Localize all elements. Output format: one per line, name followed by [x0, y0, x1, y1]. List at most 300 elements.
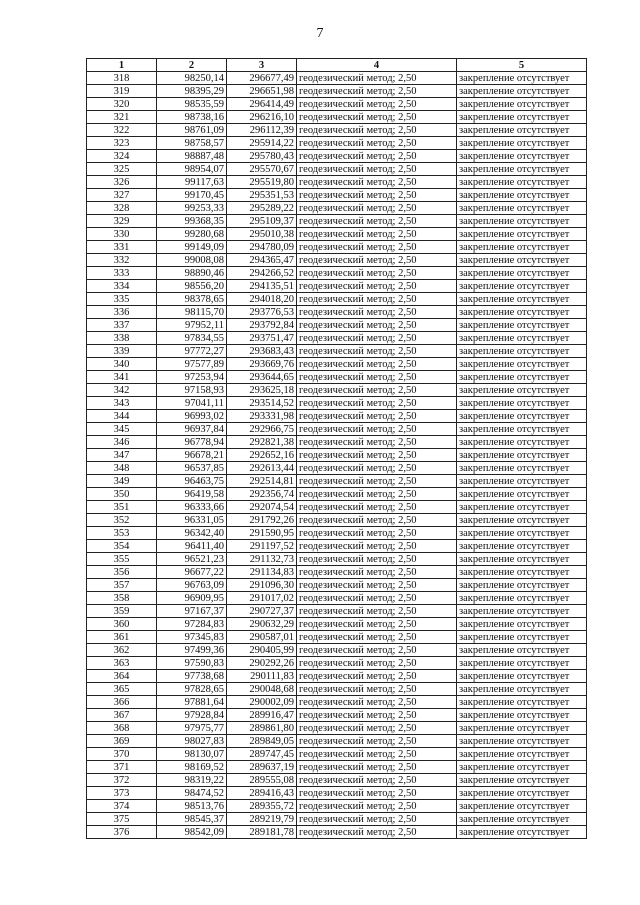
fixing-cell: закрепление отсутствует: [457, 241, 587, 254]
fixing-cell: закрепление отсутствует: [457, 397, 587, 410]
y-coordinate-cell: 295914,22: [227, 137, 297, 150]
point-number-cell: 362: [87, 644, 157, 657]
method-cell: геодезический метод; 2,50: [297, 553, 457, 566]
table-row: [87, 85, 587, 98]
table-row: [87, 280, 587, 293]
table-row: [87, 267, 587, 280]
fixing-cell: закрепление отсутствует: [457, 150, 587, 163]
point-number-cell: 331: [87, 241, 157, 254]
fixing-cell: закрепление отсутствует: [457, 826, 587, 839]
x-coordinate-cell: 99253,33: [157, 202, 227, 215]
table-row: [87, 228, 587, 241]
point-number-cell: 330: [87, 228, 157, 241]
y-coordinate-cell: 291590,95: [227, 527, 297, 540]
y-coordinate-cell: 293514,52: [227, 397, 297, 410]
y-coordinate-cell: 290587,01: [227, 631, 297, 644]
point-number-cell: 323: [87, 137, 157, 150]
fixing-cell: закрепление отсутствует: [457, 722, 587, 735]
x-coordinate-cell: 98542,09: [157, 826, 227, 839]
method-cell: геодезический метод; 2,50: [297, 813, 457, 826]
fixing-cell: закрепление отсутствует: [457, 306, 587, 319]
table-row: [87, 553, 587, 566]
table-row: [87, 592, 587, 605]
table-row: [87, 644, 587, 657]
y-coordinate-cell: 295780,43: [227, 150, 297, 163]
method-cell: геодезический метод; 2,50: [297, 215, 457, 228]
x-coordinate-cell: 97499,36: [157, 644, 227, 657]
point-number-cell: 319: [87, 85, 157, 98]
table-row: [87, 683, 587, 696]
point-number-cell: 357: [87, 579, 157, 592]
point-number-cell: 371: [87, 761, 157, 774]
point-number-cell: 351: [87, 501, 157, 514]
fixing-cell: закрепление отсутствует: [457, 371, 587, 384]
y-coordinate-cell: 293792,84: [227, 319, 297, 332]
y-coordinate-cell: 289747,45: [227, 748, 297, 761]
fixing-cell: закрепление отсутствует: [457, 488, 587, 501]
table-row: [87, 813, 587, 826]
table-row: [87, 787, 587, 800]
y-coordinate-cell: 290292,26: [227, 657, 297, 670]
x-coordinate-cell: 97975,77: [157, 722, 227, 735]
table-row: [87, 579, 587, 592]
x-coordinate-cell: 97834,55: [157, 332, 227, 345]
method-cell: геодезический метод; 2,50: [297, 163, 457, 176]
table-row: [87, 358, 587, 371]
x-coordinate-cell: 96521,23: [157, 553, 227, 566]
y-coordinate-cell: 289555,08: [227, 774, 297, 787]
method-cell: геодезический метод; 2,50: [297, 501, 457, 514]
x-coordinate-cell: 97738,68: [157, 670, 227, 683]
x-coordinate-cell: 98890,46: [157, 267, 227, 280]
table-row: [87, 774, 587, 787]
fixing-cell: закрепление отсутствует: [457, 436, 587, 449]
point-number-cell: 327: [87, 189, 157, 202]
point-number-cell: 372: [87, 774, 157, 787]
y-coordinate-cell: 295351,53: [227, 189, 297, 202]
table-row: [87, 462, 587, 475]
column-header: 4: [297, 59, 457, 72]
point-number-cell: 345: [87, 423, 157, 436]
x-coordinate-cell: 99008,08: [157, 254, 227, 267]
column-header: 1: [87, 59, 157, 72]
x-coordinate-cell: 96763,09: [157, 579, 227, 592]
fixing-cell: закрепление отсутствует: [457, 358, 587, 371]
method-cell: геодезический метод; 2,50: [297, 202, 457, 215]
point-number-cell: 320: [87, 98, 157, 111]
method-cell: геодезический метод; 2,50: [297, 774, 457, 787]
point-number-cell: 373: [87, 787, 157, 800]
fixing-cell: закрепление отсутствует: [457, 85, 587, 98]
y-coordinate-cell: 291132,73: [227, 553, 297, 566]
point-number-cell: 321: [87, 111, 157, 124]
y-coordinate-cell: 296112,39: [227, 124, 297, 137]
method-cell: геодезический метод; 2,50: [297, 488, 457, 501]
y-coordinate-cell: 295289,22: [227, 202, 297, 215]
point-number-cell: 328: [87, 202, 157, 215]
x-coordinate-cell: 98545,37: [157, 813, 227, 826]
y-coordinate-cell: 295010,38: [227, 228, 297, 241]
y-coordinate-cell: 291017,02: [227, 592, 297, 605]
x-coordinate-cell: 96333,66: [157, 501, 227, 514]
fixing-cell: закрепление отсутствует: [457, 566, 587, 579]
table-row: [87, 72, 587, 85]
y-coordinate-cell: 289637,19: [227, 761, 297, 774]
y-coordinate-cell: 295109,37: [227, 215, 297, 228]
x-coordinate-cell: 98887,48: [157, 150, 227, 163]
y-coordinate-cell: 291197,52: [227, 540, 297, 553]
fixing-cell: закрепление отсутствует: [457, 124, 587, 137]
x-coordinate-cell: 99149,09: [157, 241, 227, 254]
y-coordinate-cell: 292514,81: [227, 475, 297, 488]
x-coordinate-cell: 97253,94: [157, 371, 227, 384]
point-number-cell: 375: [87, 813, 157, 826]
method-cell: геодезический метод; 2,50: [297, 189, 457, 202]
point-number-cell: 360: [87, 618, 157, 631]
y-coordinate-cell: 292356,74: [227, 488, 297, 501]
fixing-cell: закрепление отсутствует: [457, 254, 587, 267]
table-row: [87, 293, 587, 306]
y-coordinate-cell: 292074,54: [227, 501, 297, 514]
fixing-cell: закрепление отсутствует: [457, 644, 587, 657]
method-cell: геодезический метод; 2,50: [297, 514, 457, 527]
x-coordinate-cell: 98319,22: [157, 774, 227, 787]
table-row: [87, 371, 587, 384]
method-cell: геодезический метод; 2,50: [297, 683, 457, 696]
method-cell: геодезический метод; 2,50: [297, 267, 457, 280]
fixing-cell: закрепление отсутствует: [457, 540, 587, 553]
fixing-cell: закрепление отсутствует: [457, 176, 587, 189]
x-coordinate-cell: 97590,83: [157, 657, 227, 670]
y-coordinate-cell: 290632,29: [227, 618, 297, 631]
table-row: [87, 605, 587, 618]
x-coordinate-cell: 98027,83: [157, 735, 227, 748]
table-row: [87, 566, 587, 579]
point-number-cell: 365: [87, 683, 157, 696]
fixing-cell: закрепление отсутствует: [457, 111, 587, 124]
method-cell: геодезический метод; 2,50: [297, 371, 457, 384]
y-coordinate-cell: 290002,09: [227, 696, 297, 709]
fixing-cell: закрепление отсутствует: [457, 605, 587, 618]
method-cell: геодезический метод; 2,50: [297, 111, 457, 124]
fixing-cell: закрепление отсутствует: [457, 670, 587, 683]
fixing-cell: закрепление отсутствует: [457, 345, 587, 358]
x-coordinate-cell: 96778,94: [157, 436, 227, 449]
y-coordinate-cell: 289181,78: [227, 826, 297, 839]
x-coordinate-cell: 97881,64: [157, 696, 227, 709]
x-coordinate-cell: 98474,52: [157, 787, 227, 800]
x-coordinate-cell: 97577,89: [157, 358, 227, 371]
x-coordinate-cell: 96909,95: [157, 592, 227, 605]
point-number-cell: 342: [87, 384, 157, 397]
table-row: [87, 319, 587, 332]
method-cell: геодезический метод; 2,50: [297, 254, 457, 267]
fixing-cell: закрепление отсутствует: [457, 579, 587, 592]
table-row: [87, 137, 587, 150]
method-cell: геодезический метод; 2,50: [297, 176, 457, 189]
y-coordinate-cell: 289916,47: [227, 709, 297, 722]
y-coordinate-cell: 294266,52: [227, 267, 297, 280]
y-coordinate-cell: 291792,26: [227, 514, 297, 527]
fixing-cell: закрепление отсутствует: [457, 553, 587, 566]
method-cell: геодезический метод; 2,50: [297, 800, 457, 813]
point-number-cell: 344: [87, 410, 157, 423]
y-coordinate-cell: 292821,38: [227, 436, 297, 449]
x-coordinate-cell: 96411,40: [157, 540, 227, 553]
method-cell: геодезический метод; 2,50: [297, 644, 457, 657]
method-cell: геодезический метод; 2,50: [297, 826, 457, 839]
point-number-cell: 322: [87, 124, 157, 137]
table-row: [87, 540, 587, 553]
method-cell: геодезический метод; 2,50: [297, 787, 457, 800]
fixing-cell: закрепление отсутствует: [457, 787, 587, 800]
table-row: [87, 748, 587, 761]
y-coordinate-cell: 293776,53: [227, 306, 297, 319]
method-cell: геодезический метод; 2,50: [297, 761, 457, 774]
fixing-cell: закрепление отсутствует: [457, 228, 587, 241]
y-coordinate-cell: 296677,49: [227, 72, 297, 85]
x-coordinate-cell: 96677,22: [157, 566, 227, 579]
point-number-cell: 334: [87, 280, 157, 293]
point-number-cell: 340: [87, 358, 157, 371]
point-number-cell: 348: [87, 462, 157, 475]
x-coordinate-cell: 98535,59: [157, 98, 227, 111]
point-number-cell: 368: [87, 722, 157, 735]
x-coordinate-cell: 96331,05: [157, 514, 227, 527]
point-number-cell: 370: [87, 748, 157, 761]
y-coordinate-cell: 294018,20: [227, 293, 297, 306]
method-cell: геодезический метод; 2,50: [297, 410, 457, 423]
point-number-cell: 367: [87, 709, 157, 722]
fixing-cell: закрепление отсутствует: [457, 631, 587, 644]
method-cell: геодезический метод; 2,50: [297, 540, 457, 553]
table-row: [87, 657, 587, 670]
point-number-cell: 350: [87, 488, 157, 501]
table-row: [87, 150, 587, 163]
x-coordinate-cell: 97928,84: [157, 709, 227, 722]
point-number-cell: 363: [87, 657, 157, 670]
table-row: [87, 189, 587, 202]
table-row: [87, 527, 587, 540]
method-cell: геодезический метод; 2,50: [297, 124, 457, 137]
x-coordinate-cell: 96463,75: [157, 475, 227, 488]
table-row: [87, 124, 587, 137]
x-coordinate-cell: 96937,84: [157, 423, 227, 436]
method-cell: геодезический метод; 2,50: [297, 384, 457, 397]
fixing-cell: закрепление отсутствует: [457, 709, 587, 722]
y-coordinate-cell: 296216,10: [227, 111, 297, 124]
method-cell: геодезический метод; 2,50: [297, 527, 457, 540]
fixing-cell: закрепление отсутствует: [457, 163, 587, 176]
fixing-cell: закрепление отсутствует: [457, 735, 587, 748]
point-number-cell: 346: [87, 436, 157, 449]
fixing-cell: закрепление отсутствует: [457, 501, 587, 514]
method-cell: геодезический метод; 2,50: [297, 735, 457, 748]
method-cell: геодезический метод; 2,50: [297, 319, 457, 332]
point-number-cell: 366: [87, 696, 157, 709]
method-cell: геодезический метод; 2,50: [297, 397, 457, 410]
table-row: [87, 254, 587, 267]
method-cell: геодезический метод; 2,50: [297, 722, 457, 735]
fixing-cell: закрепление отсутствует: [457, 189, 587, 202]
point-number-cell: 352: [87, 514, 157, 527]
x-coordinate-cell: 96993,02: [157, 410, 227, 423]
point-number-cell: 329: [87, 215, 157, 228]
method-cell: геодезический метод; 2,50: [297, 618, 457, 631]
table-row: [87, 631, 587, 644]
y-coordinate-cell: 291096,30: [227, 579, 297, 592]
x-coordinate-cell: 98954,07: [157, 163, 227, 176]
method-cell: геодезический метод; 2,50: [297, 709, 457, 722]
table-row: [87, 800, 587, 813]
method-cell: геодезический метод; 2,50: [297, 280, 457, 293]
y-coordinate-cell: 294365,47: [227, 254, 297, 267]
table-row: [87, 423, 587, 436]
point-number-cell: 337: [87, 319, 157, 332]
method-cell: геодезический метод; 2,50: [297, 72, 457, 85]
table-row: [87, 332, 587, 345]
table-row: [87, 735, 587, 748]
x-coordinate-cell: 96678,21: [157, 449, 227, 462]
point-number-cell: 339: [87, 345, 157, 358]
y-coordinate-cell: 293751,47: [227, 332, 297, 345]
method-cell: геодезический метод; 2,50: [297, 85, 457, 98]
table-row: [87, 345, 587, 358]
table-row: [87, 306, 587, 319]
method-cell: геодезический метод; 2,50: [297, 345, 457, 358]
table-row: [87, 501, 587, 514]
table-row: [87, 98, 587, 111]
point-number-cell: 333: [87, 267, 157, 280]
x-coordinate-cell: 97041,11: [157, 397, 227, 410]
x-coordinate-cell: 99280,68: [157, 228, 227, 241]
x-coordinate-cell: 97345,83: [157, 631, 227, 644]
method-cell: геодезический метод; 2,50: [297, 137, 457, 150]
y-coordinate-cell: 292613,44: [227, 462, 297, 475]
point-number-cell: 336: [87, 306, 157, 319]
fixing-cell: закрепление отсутствует: [457, 423, 587, 436]
table-row: [87, 111, 587, 124]
table-row: [87, 163, 587, 176]
method-cell: геодезический метод; 2,50: [297, 449, 457, 462]
table-row: [87, 670, 587, 683]
method-cell: геодезический метод; 2,50: [297, 696, 457, 709]
table-row: [87, 436, 587, 449]
method-cell: геодезический метод; 2,50: [297, 150, 457, 163]
y-coordinate-cell: 296651,98: [227, 85, 297, 98]
method-cell: геодезический метод; 2,50: [297, 475, 457, 488]
x-coordinate-cell: 97952,11: [157, 319, 227, 332]
page-number: 7: [316, 26, 324, 41]
fixing-cell: закрепление отсутствует: [457, 657, 587, 670]
point-number-cell: 355: [87, 553, 157, 566]
x-coordinate-cell: 97167,37: [157, 605, 227, 618]
fixing-cell: закрепление отсутствует: [457, 527, 587, 540]
point-number-cell: 347: [87, 449, 157, 462]
y-coordinate-cell: 295570,67: [227, 163, 297, 176]
method-cell: геодезический метод; 2,50: [297, 631, 457, 644]
y-coordinate-cell: 293625,18: [227, 384, 297, 397]
point-number-cell: 358: [87, 592, 157, 605]
method-cell: геодезический метод; 2,50: [297, 657, 457, 670]
point-number-cell: 374: [87, 800, 157, 813]
y-coordinate-cell: 289849,05: [227, 735, 297, 748]
table-row: [87, 709, 587, 722]
point-number-cell: 335: [87, 293, 157, 306]
method-cell: геодезический метод; 2,50: [297, 566, 457, 579]
fixing-cell: закрепление отсутствует: [457, 293, 587, 306]
y-coordinate-cell: 289219,79: [227, 813, 297, 826]
y-coordinate-cell: 289861,80: [227, 722, 297, 735]
fixing-cell: закрепление отсутствует: [457, 514, 587, 527]
point-number-cell: 343: [87, 397, 157, 410]
fixing-cell: закрепление отсутствует: [457, 449, 587, 462]
x-coordinate-cell: 98395,29: [157, 85, 227, 98]
y-coordinate-cell: 289355,72: [227, 800, 297, 813]
x-coordinate-cell: 96537,85: [157, 462, 227, 475]
point-number-cell: 359: [87, 605, 157, 618]
method-cell: геодезический метод; 2,50: [297, 462, 457, 475]
table-row: [87, 176, 587, 189]
table-row: [87, 514, 587, 527]
point-number-cell: 364: [87, 670, 157, 683]
fixing-cell: закрепление отсутствует: [457, 410, 587, 423]
table-row: [87, 475, 587, 488]
method-cell: геодезический метод; 2,50: [297, 332, 457, 345]
fixing-cell: закрепление отсутствует: [457, 683, 587, 696]
point-number-cell: 341: [87, 371, 157, 384]
fixing-cell: закрепление отсутствует: [457, 137, 587, 150]
fixing-cell: закрепление отсутствует: [457, 215, 587, 228]
fixing-cell: закрепление отсутствует: [457, 774, 587, 787]
fixing-cell: закрепление отсутствует: [457, 813, 587, 826]
method-cell: геодезический метод; 2,50: [297, 241, 457, 254]
table-row: [87, 410, 587, 423]
point-number-cell: 369: [87, 735, 157, 748]
method-cell: геодезический метод; 2,50: [297, 228, 457, 241]
y-coordinate-cell: 293331,98: [227, 410, 297, 423]
coordinates-table: [86, 58, 587, 839]
x-coordinate-cell: 98758,57: [157, 137, 227, 150]
x-coordinate-cell: 97828,65: [157, 683, 227, 696]
y-coordinate-cell: 294780,09: [227, 241, 297, 254]
point-number-cell: 349: [87, 475, 157, 488]
method-cell: геодезический метод; 2,50: [297, 605, 457, 618]
fixing-cell: закрепление отсутствует: [457, 748, 587, 761]
table-row: [87, 215, 587, 228]
point-number-cell: 354: [87, 540, 157, 553]
method-cell: геодезический метод; 2,50: [297, 423, 457, 436]
table-header-row: [87, 59, 587, 72]
table-row: [87, 722, 587, 735]
fixing-cell: закрепление отсутствует: [457, 319, 587, 332]
fixing-cell: закрепление отсутствует: [457, 280, 587, 293]
fixing-cell: закрепление отсутствует: [457, 696, 587, 709]
y-coordinate-cell: 296414,49: [227, 98, 297, 111]
table-row: [87, 202, 587, 215]
table-row: [87, 618, 587, 631]
table-row: [87, 397, 587, 410]
fixing-cell: закрепление отсутствует: [457, 592, 587, 605]
x-coordinate-cell: 99117,63: [157, 176, 227, 189]
fixing-cell: закрепление отсутствует: [457, 800, 587, 813]
method-cell: геодезический метод; 2,50: [297, 579, 457, 592]
fixing-cell: закрепление отсутствует: [457, 98, 587, 111]
column-header: 5: [457, 59, 587, 72]
method-cell: геодезический метод; 2,50: [297, 670, 457, 683]
point-number-cell: 318: [87, 72, 157, 85]
fixing-cell: закрепление отсутствует: [457, 267, 587, 280]
